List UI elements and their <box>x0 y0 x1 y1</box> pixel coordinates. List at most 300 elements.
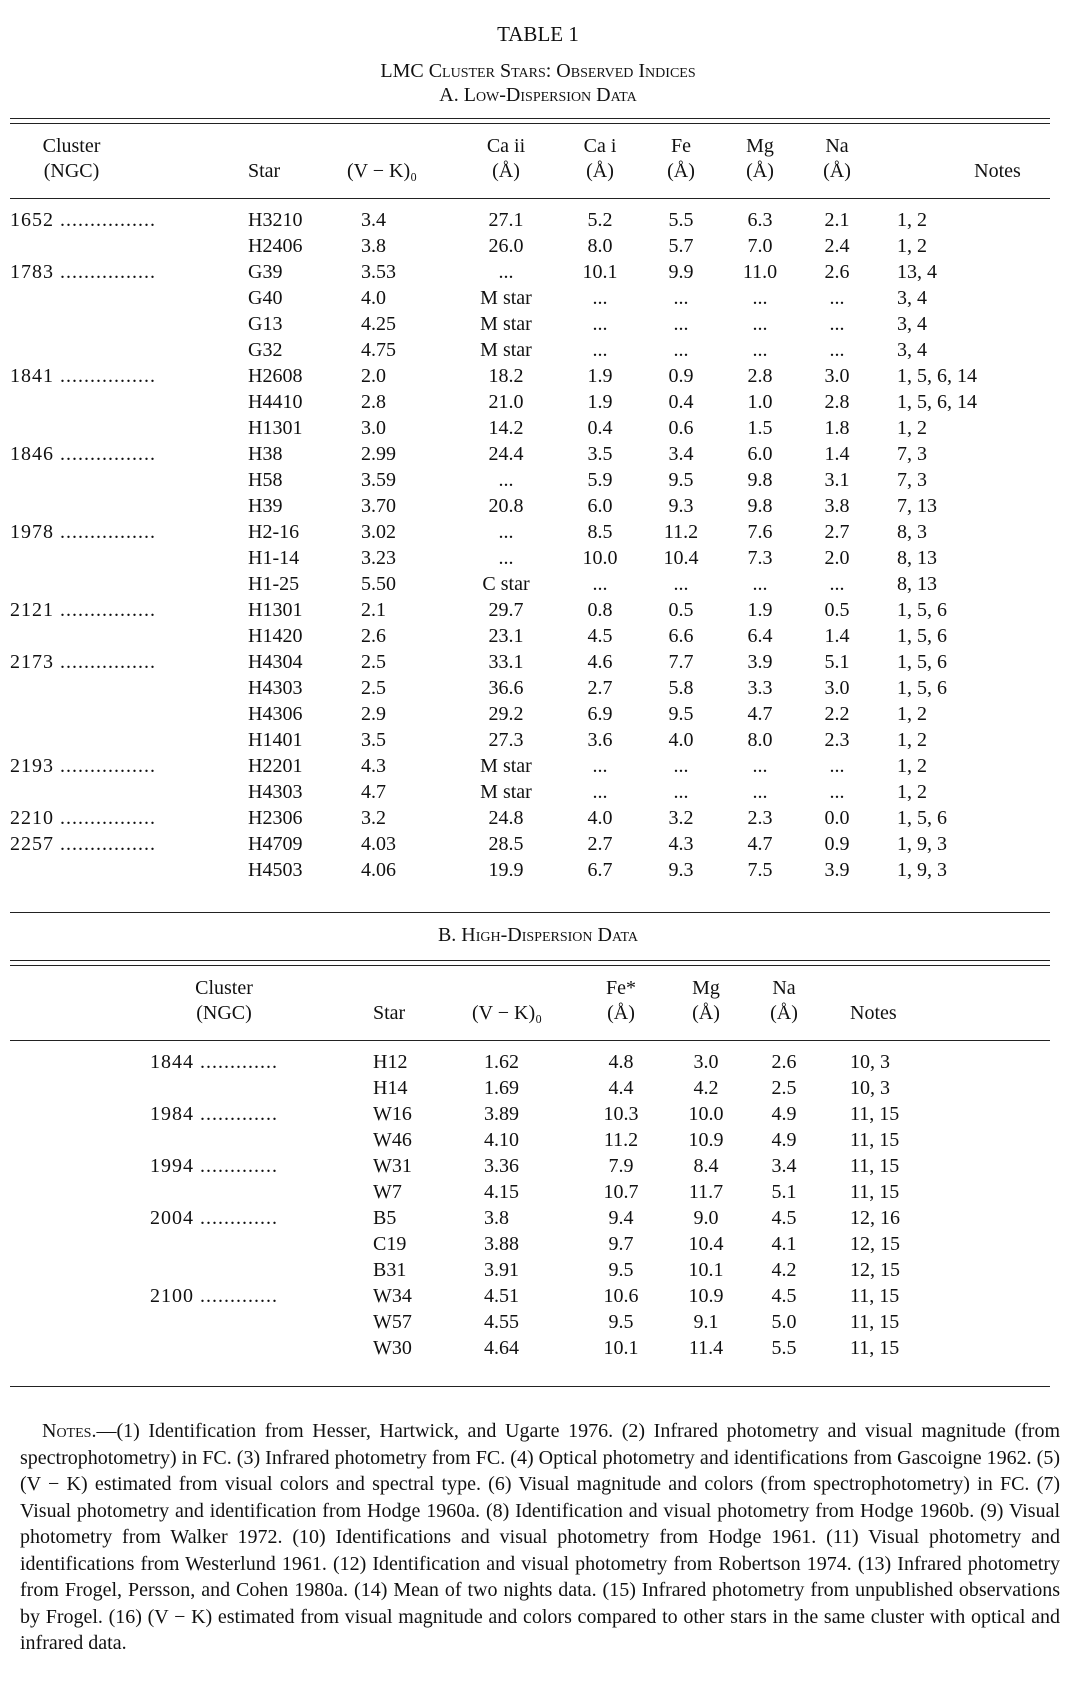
cluster-cell: 1783 ................ <box>10 261 156 283</box>
value-cell: 5.9 <box>587 469 613 491</box>
value-cell: 10.1 <box>688 1259 724 1281</box>
value-cell: 11, 15 <box>850 1337 900 1359</box>
value-cell: 27.3 <box>488 729 524 751</box>
table-row <box>150 1153 950 1179</box>
cluster-cell: 2004 ............. <box>150 1207 278 1229</box>
value-cell: 4.7 <box>747 833 773 855</box>
cluster-cell: 2257 ................ <box>10 833 156 855</box>
section-b-top-rule-2 <box>10 965 1050 966</box>
value-cell: 2.8 <box>824 391 850 413</box>
star-cell: H2306 <box>248 807 303 829</box>
value-cell: 10.0 <box>582 547 618 569</box>
value-cell: 4.1 <box>771 1233 797 1255</box>
value-cell: 11, 15 <box>850 1311 900 1333</box>
section-b-header-rule <box>10 1040 1050 1041</box>
cluster-cell <box>10 389 228 415</box>
value-cell: 0.4 <box>587 417 613 439</box>
value-cell: 2.5 <box>361 651 386 673</box>
value-cell: 4.75 <box>361 339 396 361</box>
value-cell: 7.0 <box>747 235 773 257</box>
value-cell: 1, 2 <box>897 703 927 725</box>
value-cell: 11, 15 <box>850 1181 900 1203</box>
header-mg-line2: (Å) <box>746 160 774 182</box>
star-cell: H4303 <box>248 677 303 699</box>
cluster-cell <box>10 467 228 493</box>
section-a-top-rule <box>10 118 1050 119</box>
value-cell: ... <box>498 547 514 569</box>
value-cell: 2.5 <box>771 1077 797 1099</box>
value-cell: 10, 3 <box>850 1051 890 1073</box>
value-cell: 1.0 <box>747 391 773 413</box>
value-cell: ... <box>829 287 845 309</box>
header-notes: Notes <box>974 160 1021 182</box>
header-ca1-line1: Ca i <box>583 135 617 157</box>
value-cell: 19.9 <box>488 859 524 881</box>
b-header-star: Star <box>373 1002 406 1024</box>
value-cell: 2.0 <box>361 365 386 387</box>
value-cell: 3.9 <box>747 651 773 673</box>
value-cell: 2.7 <box>587 833 613 855</box>
b-header-fe-line1: Fe* <box>606 977 636 999</box>
star-cell: H1420 <box>248 625 303 647</box>
value-cell: 4.8 <box>608 1051 634 1073</box>
value-cell: 10.1 <box>582 261 618 283</box>
value-cell: 2.5 <box>361 677 386 699</box>
value-cell: 2.4 <box>824 235 850 257</box>
cluster-cell: 2210 ................ <box>10 807 156 829</box>
value-cell: 4.6 <box>587 651 613 673</box>
value-cell: 1, 5, 6 <box>897 807 947 829</box>
value-cell: 2.0 <box>824 547 850 569</box>
value-cell: 4.3 <box>361 755 386 777</box>
value-cell: 27.1 <box>488 209 524 231</box>
value-cell: 4.0 <box>668 729 694 751</box>
table-row <box>10 805 1050 831</box>
value-cell: 13, 4 <box>897 261 937 283</box>
value-cell: 3, 4 <box>897 313 927 335</box>
star-cell: G13 <box>248 313 283 335</box>
header-vk: (V − K)₀ <box>347 160 418 182</box>
value-cell: 4.3 <box>668 833 694 855</box>
value-cell: 4.5 <box>771 1285 797 1307</box>
value-cell: 1.4 <box>824 625 850 647</box>
star-cell: H4306 <box>248 703 303 725</box>
cluster-cell <box>10 337 228 363</box>
section-a-bottom-rule <box>10 912 1050 913</box>
header-ca1-line2: (Å) <box>586 160 614 182</box>
value-cell: 0.9 <box>668 365 694 387</box>
value-cell: ... <box>673 573 689 595</box>
cluster-cell <box>10 675 228 701</box>
value-cell: 4.0 <box>587 807 613 829</box>
value-cell: 7.9 <box>608 1155 634 1177</box>
table-row <box>10 675 1050 701</box>
value-cell: 11.0 <box>742 261 778 283</box>
value-cell: 1.62 <box>484 1051 519 1073</box>
value-cell: 4.2 <box>693 1077 719 1099</box>
value-cell: 1, 9, 3 <box>897 859 947 881</box>
b-header-mg-line2: (Å) <box>692 1002 720 1024</box>
star-cell: C19 <box>373 1233 407 1255</box>
star-cell: W57 <box>373 1311 412 1333</box>
value-cell: 11, 15 <box>850 1155 900 1177</box>
value-cell: 0.0 <box>824 807 850 829</box>
value-cell: 9.8 <box>747 495 773 517</box>
value-cell: 9.5 <box>668 703 694 725</box>
star-cell: W34 <box>373 1285 412 1307</box>
value-cell: ... <box>498 261 514 283</box>
value-cell: 0.4 <box>668 391 694 413</box>
header-na-line2: (Å) <box>823 160 851 182</box>
value-cell: 11.2 <box>663 521 699 543</box>
star-cell: H14 <box>373 1077 408 1099</box>
table-row <box>10 727 1050 753</box>
value-cell: 3, 4 <box>897 287 927 309</box>
value-cell: 7, 3 <box>897 469 927 491</box>
value-cell: 5.50 <box>361 573 396 595</box>
header-ca2-line2: (Å) <box>492 160 520 182</box>
value-cell: ... <box>498 521 514 543</box>
table-notes <box>20 1418 1060 1657</box>
value-cell: ... <box>592 755 608 777</box>
table-row <box>10 363 1050 389</box>
table-row <box>10 207 1050 233</box>
value-cell: 0.5 <box>824 599 850 621</box>
value-cell: 3.70 <box>361 495 396 517</box>
value-cell: 3.0 <box>361 417 386 439</box>
star-cell: H39 <box>248 495 283 517</box>
value-cell: 9.3 <box>668 859 694 881</box>
value-cell: 9.5 <box>608 1259 634 1281</box>
value-cell: 3.8 <box>361 235 386 257</box>
value-cell: 8.0 <box>587 235 613 257</box>
cluster-cell <box>10 571 228 597</box>
value-cell: 4.64 <box>484 1337 519 1359</box>
value-cell: 8, 3 <box>897 521 927 543</box>
value-cell: 0.5 <box>668 599 694 621</box>
value-cell: 4.5 <box>587 625 613 647</box>
cluster-cell <box>150 1335 358 1361</box>
cluster-cell <box>10 285 228 311</box>
value-cell: 29.2 <box>488 703 524 725</box>
value-cell: 1, 5, 6 <box>897 677 947 699</box>
table-row <box>10 337 1050 363</box>
value-cell: 4.03 <box>361 833 396 855</box>
value-cell: 3, 4 <box>897 339 927 361</box>
value-cell: 3.6 <box>587 729 613 751</box>
table-row <box>150 1231 950 1257</box>
star-cell: W16 <box>373 1103 412 1125</box>
value-cell: 8, 13 <box>897 547 937 569</box>
value-cell: 5.7 <box>668 235 694 257</box>
value-cell: 4.06 <box>361 859 396 881</box>
table-row <box>10 623 1050 649</box>
section-a-header <box>10 134 1050 184</box>
value-cell: 1.9 <box>587 365 613 387</box>
value-cell: 2.99 <box>361 443 396 465</box>
table-row <box>10 259 1050 285</box>
table-row <box>150 1127 950 1153</box>
cluster-cell <box>10 311 228 337</box>
cluster-cell <box>150 1127 358 1153</box>
star-cell: G39 <box>248 261 283 283</box>
table-row <box>10 441 1050 467</box>
value-cell: 3.0 <box>824 365 850 387</box>
value-cell: 2.6 <box>771 1051 797 1073</box>
value-cell: ... <box>829 313 845 335</box>
value-cell: 5.2 <box>587 209 613 231</box>
value-cell: ... <box>752 313 768 335</box>
cluster-cell <box>10 779 228 805</box>
value-cell: 6.3 <box>747 209 773 231</box>
value-cell: 11, 15 <box>850 1129 900 1151</box>
value-cell: ... <box>752 781 768 803</box>
star-cell: G32 <box>248 339 283 361</box>
value-cell: M star <box>480 287 532 309</box>
value-cell: 1.5 <box>747 417 773 439</box>
table-row <box>10 415 1050 441</box>
value-cell: 2.7 <box>587 677 613 699</box>
value-cell: 18.2 <box>488 365 524 387</box>
value-cell: 4.7 <box>361 781 386 803</box>
value-cell: ... <box>752 755 768 777</box>
value-cell: 3.8 <box>824 495 850 517</box>
cluster-cell: 1846 ................ <box>10 443 156 465</box>
cluster-cell <box>10 545 228 571</box>
table-row <box>10 389 1050 415</box>
value-cell: 29.7 <box>488 599 524 621</box>
table-row <box>10 753 1050 779</box>
table-row <box>10 285 1050 311</box>
value-cell: 1, 5, 6 <box>897 599 947 621</box>
value-cell: 3.02 <box>361 521 396 543</box>
table-row <box>150 1205 950 1231</box>
table-row <box>10 519 1050 545</box>
value-cell: 24.8 <box>488 807 524 829</box>
value-cell: ... <box>498 469 514 491</box>
value-cell: 1, 9, 3 <box>897 833 947 855</box>
value-cell: 3.91 <box>484 1259 519 1281</box>
star-cell: H3210 <box>248 209 303 231</box>
value-cell: ... <box>829 755 845 777</box>
cluster-cell: 2173 ................ <box>10 651 156 673</box>
value-cell: 1, 2 <box>897 729 927 751</box>
star-cell: W46 <box>373 1129 412 1151</box>
value-cell: 10.7 <box>603 1181 639 1203</box>
value-cell: 6.0 <box>747 443 773 465</box>
value-cell: 36.6 <box>488 677 524 699</box>
cluster-cell: 1994 ............. <box>150 1155 278 1177</box>
value-cell: ... <box>592 313 608 335</box>
star-cell: H2201 <box>248 755 303 777</box>
value-cell: M star <box>480 339 532 361</box>
value-cell: 5.8 <box>668 677 694 699</box>
cluster-cell <box>10 623 228 649</box>
cluster-cell <box>150 1309 358 1335</box>
star-cell: H38 <box>248 443 283 465</box>
value-cell: M star <box>480 781 532 803</box>
value-cell: 9.1 <box>693 1311 719 1333</box>
cluster-cell <box>10 857 228 883</box>
cluster-cell <box>10 701 228 727</box>
value-cell: 4.55 <box>484 1311 519 1333</box>
cluster-cell <box>10 493 228 519</box>
value-cell: 8.0 <box>747 729 773 751</box>
value-cell: 10.4 <box>663 547 699 569</box>
value-cell: 1.8 <box>824 417 850 439</box>
value-cell: 2.7 <box>824 521 850 543</box>
table-row <box>150 1257 950 1283</box>
value-cell: ... <box>592 287 608 309</box>
value-cell: 1.4 <box>824 443 850 465</box>
value-cell: 3.36 <box>484 1155 519 1177</box>
value-cell: ... <box>673 287 689 309</box>
b-header-cluster-line1: Cluster <box>195 977 253 999</box>
value-cell: 7, 13 <box>897 495 937 517</box>
star-cell: H4303 <box>248 781 303 803</box>
value-cell: M star <box>480 755 532 777</box>
star-cell: H4709 <box>248 833 303 855</box>
value-cell: 11, 15 <box>850 1285 900 1307</box>
value-cell: 2.2 <box>824 703 850 725</box>
value-cell: 1.9 <box>587 391 613 413</box>
value-cell: 1, 2 <box>897 235 927 257</box>
value-cell: 10.6 <box>603 1285 639 1307</box>
value-cell: 10.0 <box>688 1103 724 1125</box>
section-b-header <box>150 976 950 1026</box>
cluster-cell <box>150 1179 358 1205</box>
value-cell: 2.1 <box>824 209 850 231</box>
value-cell: 9.9 <box>668 261 694 283</box>
value-cell: 10.1 <box>603 1337 639 1359</box>
cluster-cell <box>150 1075 358 1101</box>
table-row <box>10 701 1050 727</box>
value-cell: 5.5 <box>668 209 694 231</box>
value-cell: 12, 15 <box>850 1233 900 1255</box>
value-cell: 5.1 <box>771 1181 797 1203</box>
value-cell: 7.6 <box>747 521 773 543</box>
value-cell: 4.10 <box>484 1129 519 1151</box>
value-cell: 3.0 <box>824 677 850 699</box>
cluster-cell: 1841 ................ <box>10 365 156 387</box>
value-cell: 2.3 <box>824 729 850 751</box>
section-a-table <box>10 207 1050 883</box>
b-header-fe-line2: (Å) <box>607 1002 635 1024</box>
star-cell: H58 <box>248 469 283 491</box>
value-cell: 9.3 <box>668 495 694 517</box>
value-cell: 3.5 <box>361 729 386 751</box>
value-cell: 4.9 <box>771 1129 797 1151</box>
value-cell: ... <box>829 339 845 361</box>
header-ca2-line1: Ca ii <box>486 135 526 157</box>
value-cell: 1.69 <box>484 1077 519 1099</box>
value-cell: ... <box>673 781 689 803</box>
cluster-cell <box>10 415 228 441</box>
star-cell: H4503 <box>248 859 303 881</box>
value-cell: ... <box>673 755 689 777</box>
value-cell: 4.9 <box>771 1103 797 1125</box>
value-cell: 8.5 <box>587 521 613 543</box>
value-cell: 0.6 <box>668 417 694 439</box>
header-cluster-line1: Cluster <box>42 135 101 157</box>
value-cell: 3.5 <box>587 443 613 465</box>
star-cell: H2406 <box>248 235 303 257</box>
value-cell: 9.4 <box>608 1207 634 1229</box>
cluster-cell: 2100 ............. <box>150 1285 278 1307</box>
b-header-na-line2: (Å) <box>770 1002 798 1024</box>
value-cell: M star <box>480 313 532 335</box>
header-fe-line2: (Å) <box>667 160 695 182</box>
value-cell: ... <box>673 313 689 335</box>
value-cell: 10.4 <box>688 1233 724 1255</box>
value-cell: 2.3 <box>747 807 773 829</box>
table-row <box>10 857 1050 883</box>
value-cell: 6.9 <box>587 703 613 725</box>
table-row <box>10 571 1050 597</box>
section-b-bottom-rule <box>10 1386 1050 1387</box>
table-row <box>150 1283 950 1309</box>
value-cell: 2.8 <box>747 365 773 387</box>
value-cell: 1, 5, 6 <box>897 625 947 647</box>
star-cell: H1401 <box>248 729 303 751</box>
value-cell: 3.3 <box>747 677 773 699</box>
value-cell: ... <box>673 339 689 361</box>
table-row <box>150 1075 950 1101</box>
table-row <box>10 233 1050 259</box>
value-cell: 3.2 <box>361 807 386 829</box>
table-row <box>10 467 1050 493</box>
value-cell: 12, 15 <box>850 1259 900 1281</box>
cluster-cell <box>10 233 228 259</box>
value-cell: 7, 3 <box>897 443 927 465</box>
value-cell: 11.2 <box>603 1129 639 1151</box>
table-row <box>10 545 1050 571</box>
value-cell: 10.9 <box>688 1285 724 1307</box>
section-b-top-rule <box>10 960 1050 961</box>
value-cell: 9.7 <box>608 1233 634 1255</box>
value-cell: ... <box>829 781 845 803</box>
value-cell: 2.1 <box>361 599 386 621</box>
value-cell: 4.51 <box>484 1285 519 1307</box>
value-cell: 2.8 <box>361 391 386 413</box>
value-cell: 3.2 <box>668 807 694 829</box>
value-cell: 6.6 <box>668 625 694 647</box>
star-cell: H2-16 <box>248 521 300 543</box>
cluster-cell <box>10 727 228 753</box>
value-cell: 1, 5, 6, 14 <box>897 391 977 413</box>
cluster-cell: 1844 ............. <box>150 1051 278 1073</box>
header-star: Star <box>248 160 281 182</box>
table-row <box>150 1309 950 1335</box>
value-cell: 4.5 <box>771 1207 797 1229</box>
value-cell: 10.3 <box>603 1103 639 1125</box>
table-row <box>150 1179 950 1205</box>
star-cell: H1-14 <box>248 547 300 569</box>
value-cell: 9.0 <box>693 1207 719 1229</box>
star-cell: W30 <box>373 1337 412 1359</box>
star-cell: H4410 <box>248 391 303 413</box>
cluster-cell: 2121 ................ <box>10 599 156 621</box>
cluster-cell: 1978 ................ <box>10 521 156 543</box>
value-cell: 1, 2 <box>897 781 927 803</box>
value-cell: 3.23 <box>361 547 396 569</box>
value-cell: 4.0 <box>361 287 386 309</box>
value-cell: 1.9 <box>747 599 773 621</box>
value-cell: 1, 2 <box>897 417 927 439</box>
star-cell: H4304 <box>248 651 303 673</box>
value-cell: 23.1 <box>488 625 524 647</box>
table-row <box>10 649 1050 675</box>
